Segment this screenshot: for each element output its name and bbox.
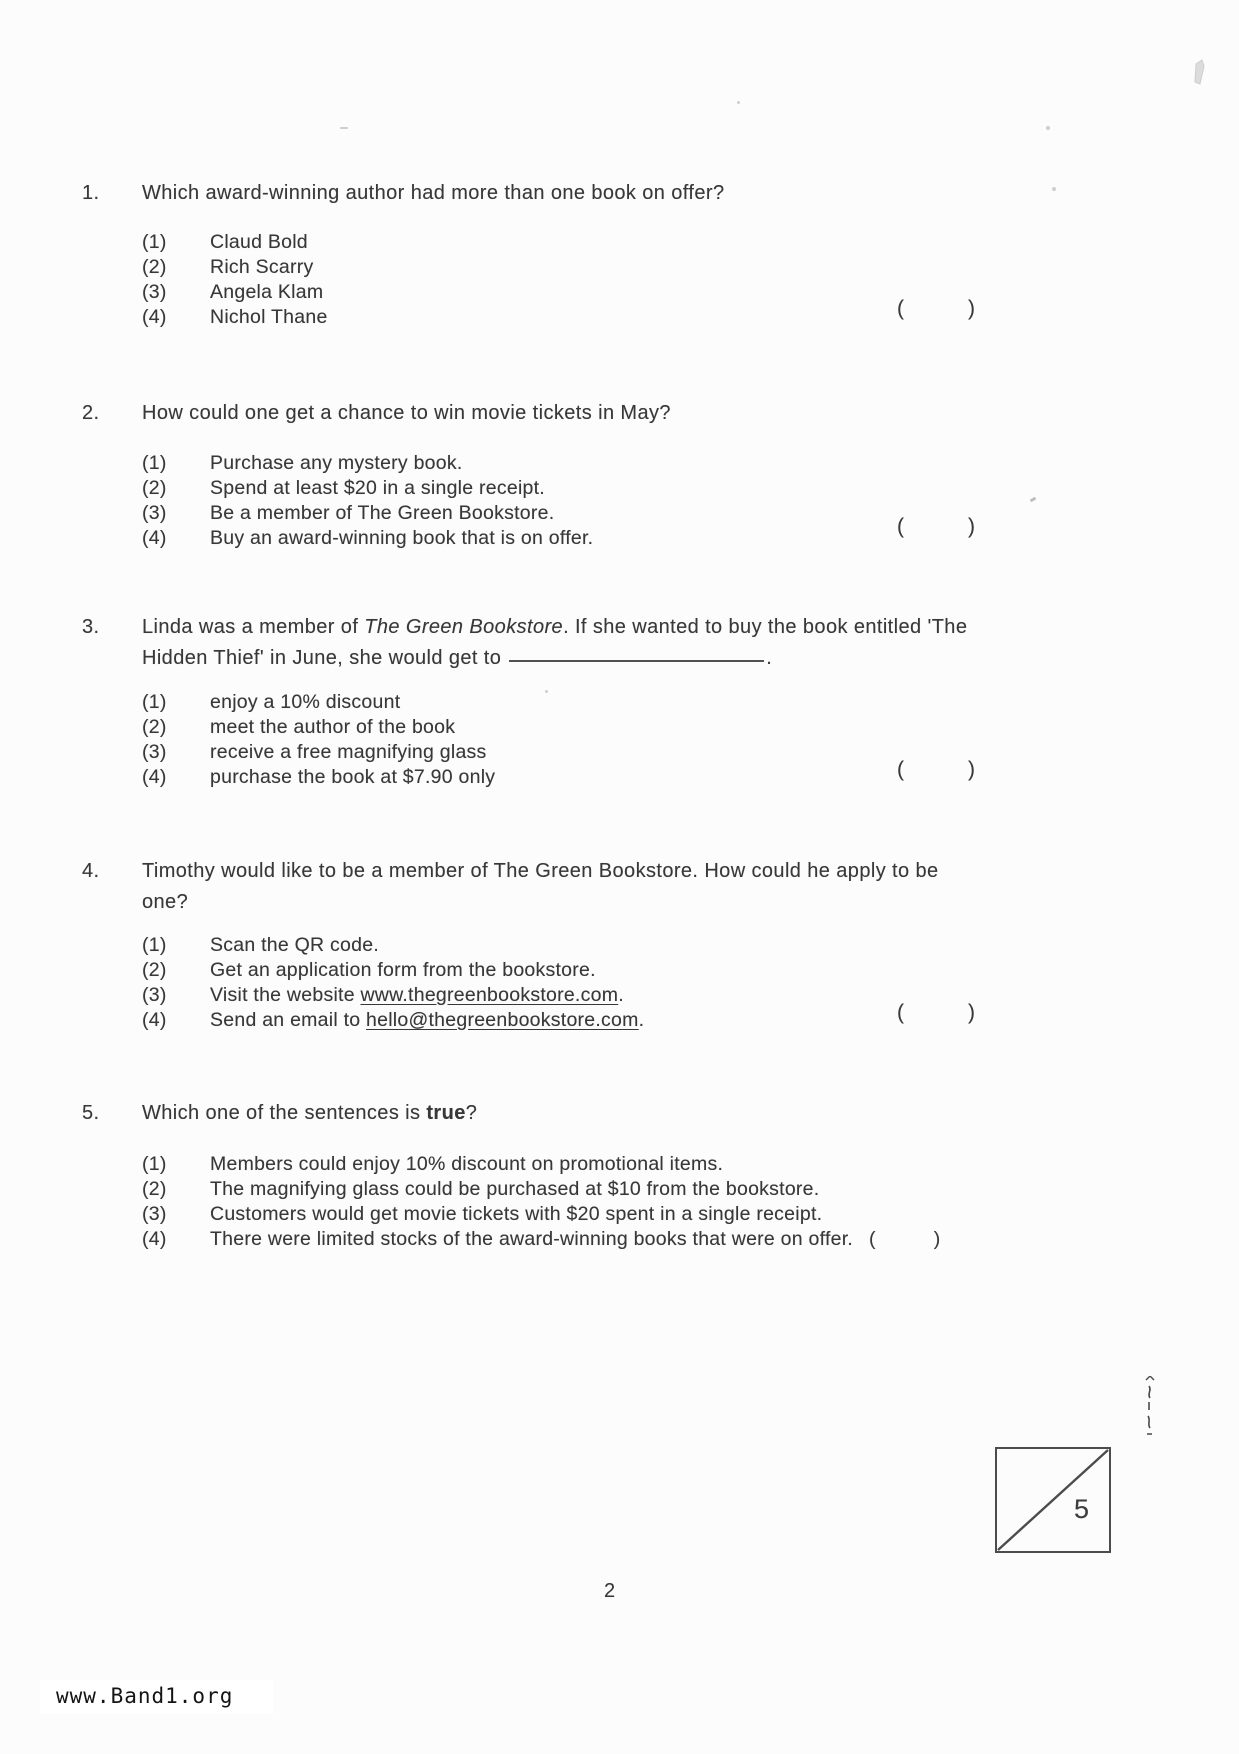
score-box (995, 1447, 1111, 1553)
score-box-diagonal-line (997, 1449, 1109, 1551)
option-label: (3) (142, 502, 167, 524)
option-label: (2) (142, 959, 167, 981)
question-number: 4. (82, 860, 100, 882)
paper-speck (1052, 187, 1056, 191)
option-label: (3) (142, 281, 167, 303)
option-text: Be a member of The Green Bookstore. (210, 502, 555, 524)
bracket-close: ) (968, 297, 975, 320)
email-link-text: hello@thegreenbookstore.com (366, 1009, 639, 1031)
question-4-head (82, 856, 1142, 918)
page-number: 2 (603, 1580, 616, 1602)
bracket-open: ( (897, 297, 904, 320)
option-label: (2) (142, 477, 167, 499)
option-text: Rich Scarry (210, 256, 314, 278)
option-text: Nichol Thane (210, 306, 328, 328)
question-text-segment: . (766, 647, 773, 669)
stray-cursor-mark (1188, 58, 1210, 93)
option-row (142, 451, 1102, 476)
option-label: (4) (142, 527, 167, 549)
option-row (142, 1227, 1102, 1252)
bracket-close: ) (933, 1228, 941, 1250)
margin-scribble-mark (1143, 1376, 1155, 1443)
option-label: (3) (142, 741, 167, 763)
question-text-segment: ? (465, 1102, 478, 1124)
question-text-segment: Linda was a member of (142, 616, 365, 638)
option-text (210, 983, 624, 1008)
question-number: 3. (82, 616, 100, 638)
answer-bracket-q2 (897, 514, 975, 539)
option-text: Claud Bold (210, 231, 308, 253)
question-text (142, 856, 939, 918)
question-1-head (82, 178, 1142, 209)
option-row (142, 933, 1102, 958)
option-row (142, 958, 1102, 983)
option-label: (1) (142, 1153, 167, 1175)
option-label: (1) (142, 452, 167, 474)
question-number: 5. (82, 1102, 100, 1124)
option-text: Scan the QR code. (210, 934, 380, 956)
question-number: 1. (82, 182, 100, 204)
option-label: (4) (142, 1009, 167, 1031)
question-text-segment: Which one of the sentences is (142, 1102, 427, 1124)
paper-speck (1046, 126, 1050, 130)
option-label: (2) (142, 1178, 167, 1200)
fill-in-blank-line (509, 656, 764, 662)
bracket-open: ( (897, 515, 904, 538)
option-label: (3) (142, 1203, 167, 1225)
question-text-segment: Hidden Thief' in June, she would get to (142, 647, 508, 669)
question-text (142, 1098, 477, 1129)
option-label: (4) (142, 306, 167, 328)
question-number: 2. (82, 402, 100, 424)
option-row (142, 1152, 1102, 1177)
question-text (142, 612, 967, 674)
option-text: Spend at least $20 in a single receipt. (210, 477, 545, 499)
bracket-open: ( (897, 1001, 904, 1024)
question-text-segment: . If she wanted to buy the book entitled 'The (563, 616, 968, 638)
website-link-text: www.thegreenbookstore.com (360, 984, 619, 1006)
question-text-italic: The Green Bookstore (364, 616, 564, 638)
question-text: Which award-winning author had more than one book on offer? (142, 182, 725, 204)
option-text: There were limited stocks of the award-winning books that were on offer. (210, 1228, 854, 1250)
option-label: (2) (142, 256, 167, 278)
option-text-segment: Send an email to (210, 1009, 367, 1031)
option-label: (1) (142, 934, 167, 956)
paper-speck (737, 101, 740, 104)
option-text: Angela Klam (210, 281, 324, 303)
paper-speck (545, 690, 548, 693)
bracket-open: ( (869, 1228, 876, 1250)
option-label: (4) (142, 1228, 167, 1250)
option-text: Purchase any mystery book. (210, 452, 463, 474)
answer-bracket-q4 (897, 1000, 975, 1025)
option-label: (3) (142, 984, 167, 1006)
answer-bracket-q3 (897, 757, 975, 782)
question-text-segment: Timothy would like to be a member of The Green Bookstore. How could he apply to be (142, 860, 939, 882)
option-label: (2) (142, 716, 167, 738)
option-row (142, 255, 1102, 280)
option-row (142, 715, 1102, 740)
question-text-bold: true (426, 1102, 466, 1124)
option-text: enjoy a 10% discount (210, 691, 401, 713)
option-text-segment: Visit the website (210, 984, 361, 1006)
option-text: Get an application form from the bookstore. (210, 959, 596, 981)
paper-speck (340, 127, 348, 129)
option-label: (1) (142, 231, 167, 253)
option-row (142, 1177, 1102, 1202)
option-text: meet the author of the book (210, 716, 456, 738)
question-5-head (82, 1098, 1142, 1129)
answer-bracket-q1 (897, 296, 975, 321)
option-label: (4) (142, 766, 167, 788)
option-row (142, 476, 1102, 501)
bracket-close: ) (968, 758, 975, 781)
question-5-options (142, 1152, 1102, 1252)
option-text: The magnifying glass could be purchased at $10 from the bookstore. (210, 1178, 820, 1200)
bracket-close: ) (968, 1001, 975, 1024)
question-3-head (82, 612, 1142, 674)
bracket-open: ( (897, 758, 904, 781)
watermark: www.Band1.org (40, 1680, 273, 1714)
option-text: purchase the book at $7.90 only (210, 766, 496, 788)
option-label: (1) (142, 691, 167, 713)
score-value: 5 (1073, 1494, 1089, 1524)
option-text: receive a free magnifying glass (210, 741, 487, 763)
question-2-head (82, 398, 1142, 429)
question-text-segment: one? (142, 891, 189, 913)
option-text-segment: . (618, 984, 624, 1006)
option-text: Customers would get movie tickets with $20 spent in a single receipt. (210, 1203, 823, 1225)
option-text: Members could enjoy 10% discount on promotional items. (210, 1153, 724, 1175)
bracket-close: ) (968, 515, 975, 538)
option-text: Buy an award-winning book that is on offer. (210, 527, 594, 549)
option-row (142, 1202, 1102, 1227)
option-row (142, 230, 1102, 255)
option-text-segment: . (638, 1009, 645, 1031)
question-text: How could one get a chance to win movie tickets in May? (142, 402, 671, 424)
option-row (142, 690, 1102, 715)
option-text (210, 1008, 644, 1033)
